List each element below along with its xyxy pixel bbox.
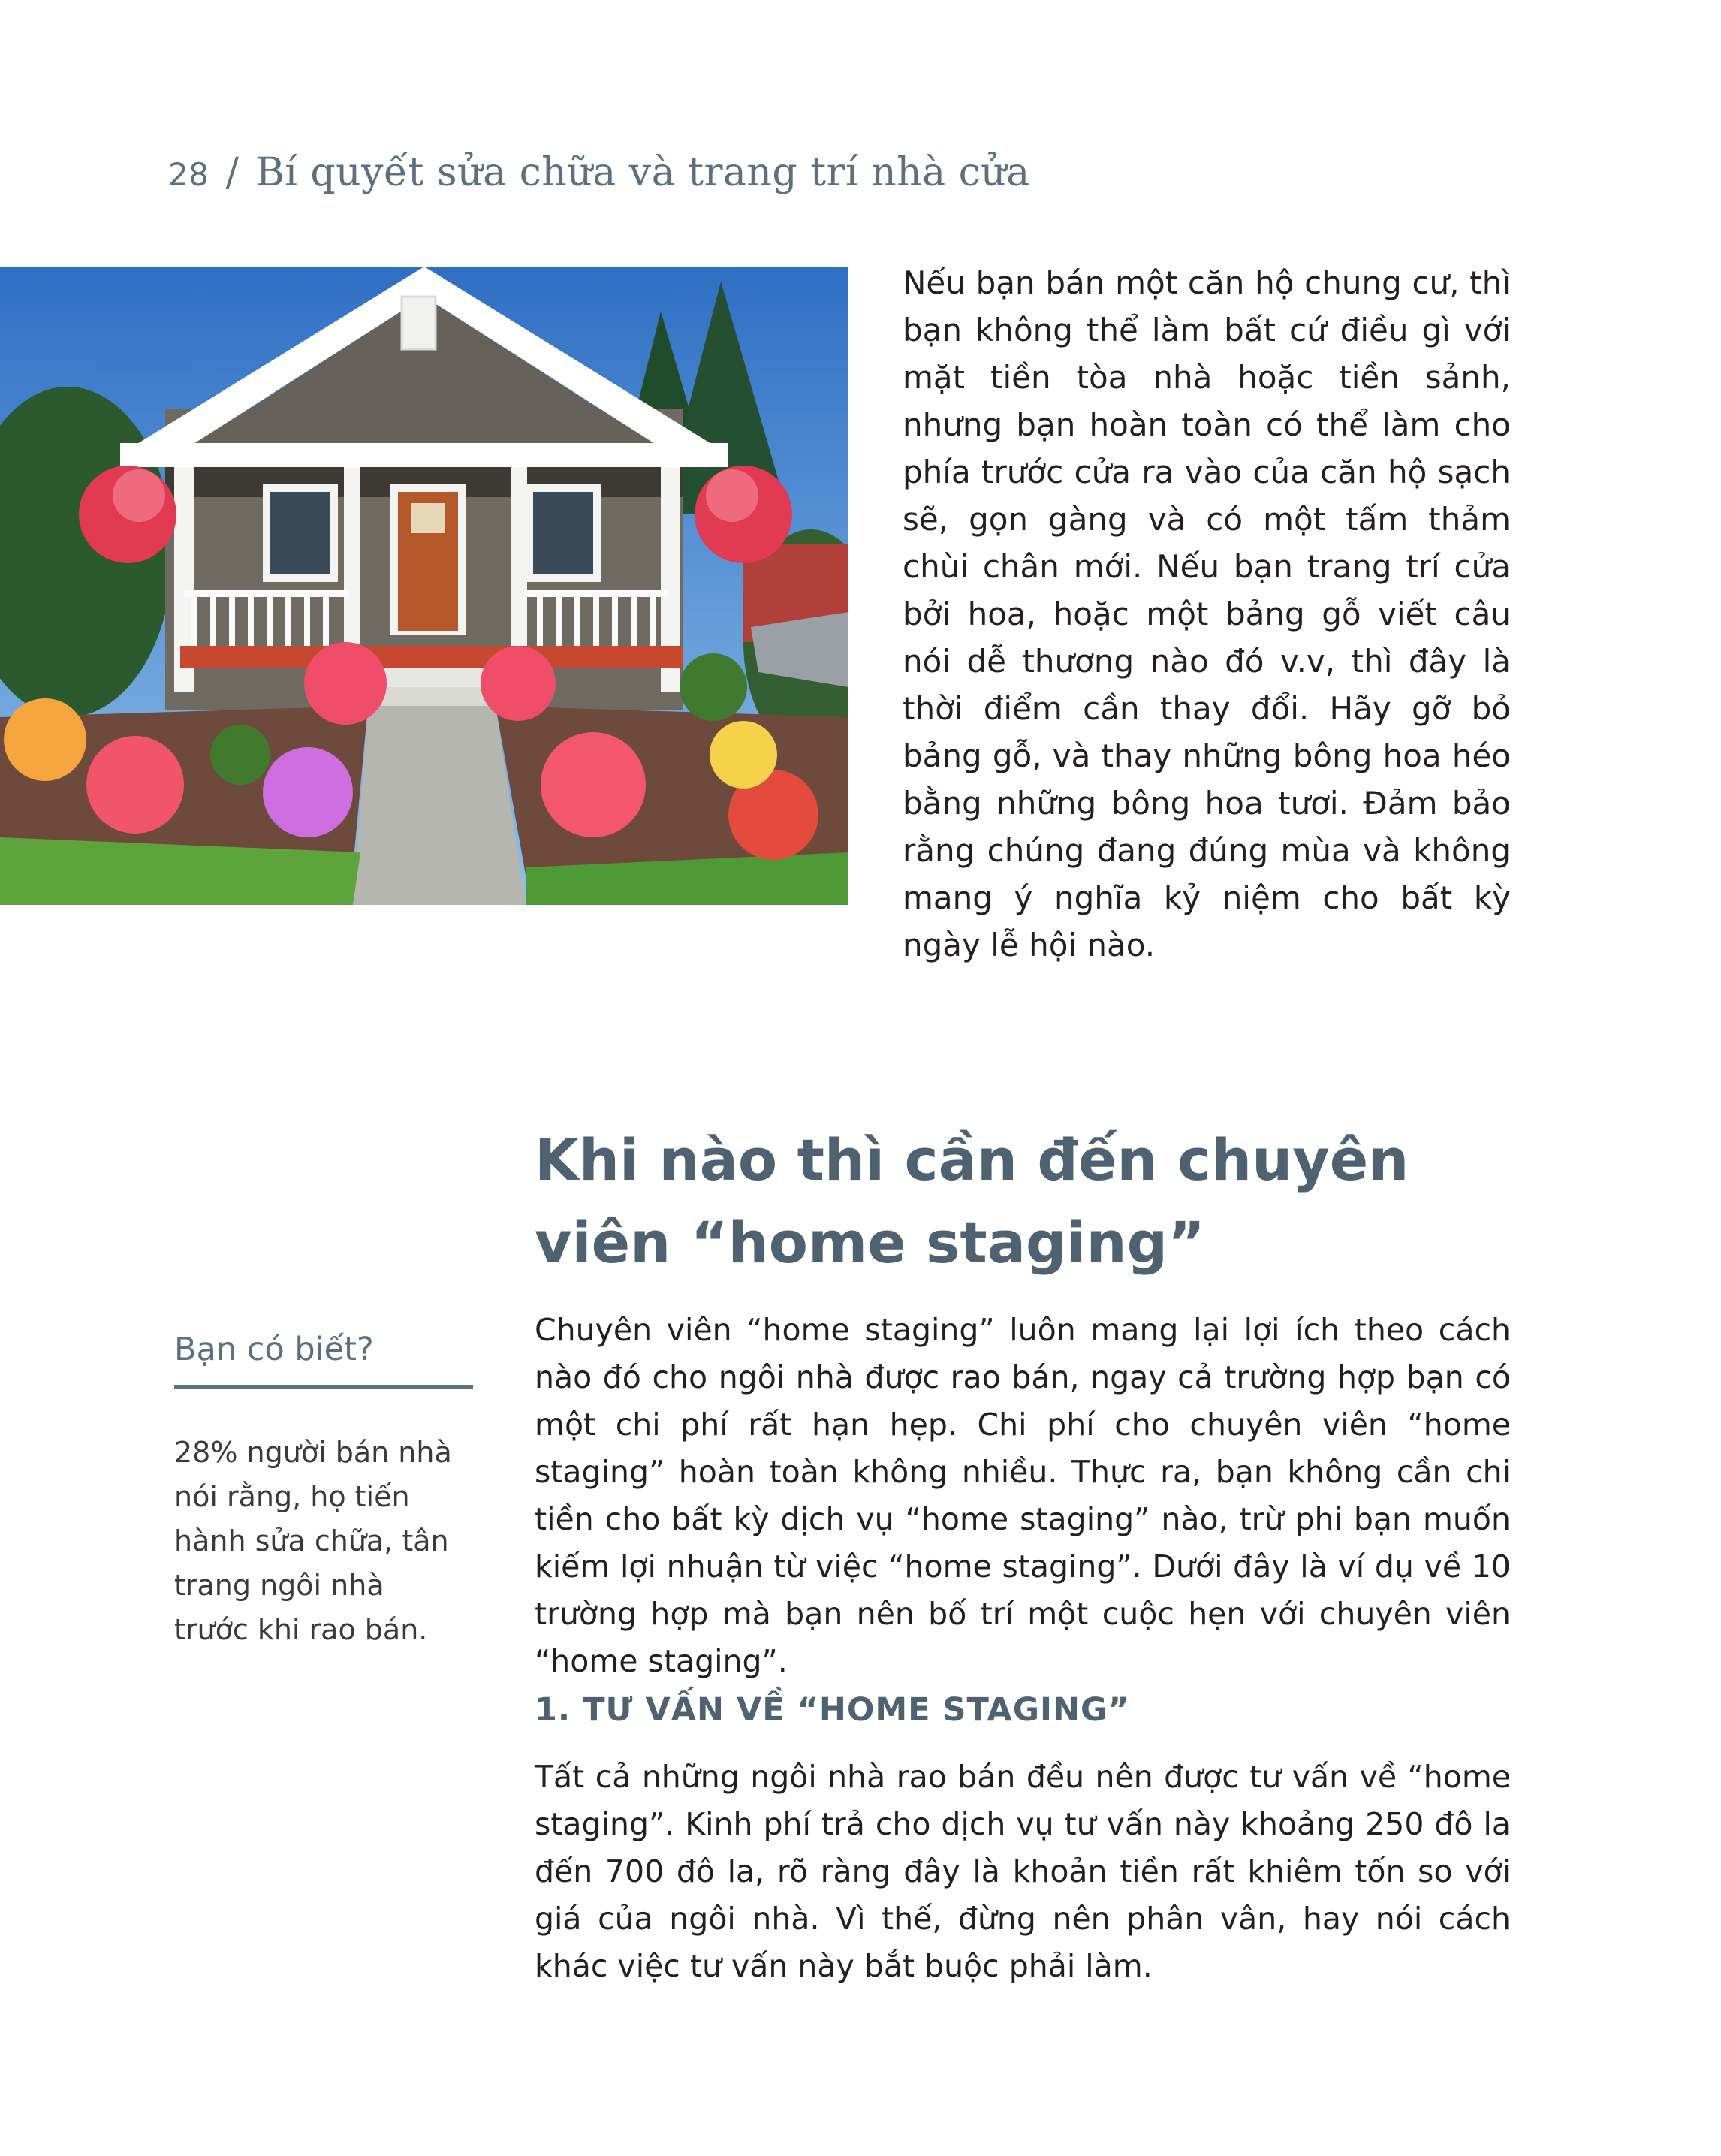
sidebar-text: 28% người bán nhà nói rằng, họ tiến hành sửa chữa, tân trang ngôi nhà trước khi rao bán. [174,1436,452,1646]
header-separator: / [225,150,240,195]
section-paragraph: Chuyên viên “home staging” luôn mang lại lợi ích theo cách nào đó cho ngôi nhà được rao bán, ngay cả trường hợp bạn có một chi phí rất hạn hẹp. Chi phí cho chuyên viên “home staging” hoàn toàn không nhiều. Thực ra, bạn không cần chi tiền cho bất kỳ dịch vụ “home staging” nào, trừ phi bạn muốn kiếm lợi nhuận từ việc “home staging”. Dưới đây là ví dụ về 10 trường hợp mà bạn nên bố trí một cuộc hẹn với chuyên viên “home staging”. [535,1312,1511,1679]
sub-paragraph: Tất cả những ngôi nhà rao bán đều nên được tư vấn về “home staging”. Kinh phí trả cho dịch vụ tư vấn này khoảng 250 đô la đến 700 đô la, rõ ràng đây là khoản tiền rất khiêm tốn so với giá của ngôi nhà. Vì thế, đừng nên phân vân, hay nói cách khác việc tư vấn này bắt buộc phải làm. [535,1759,1511,1984]
subheading: 1. TƯ VẤN VỀ “HOME STAGING” [535,1691,1130,1729]
intro-paragraph: Nếu bạn bán một căn hộ chung cư, thì bạn không thể làm bất cứ điều gì với mặt tiền tòa nhà hoặc tiền sảnh, nhưng bạn hoàn toàn có thể làm cho phía trước cửa ra vào của căn hộ sạch sẽ, gọn gàng và có một tấm thảm chùi chân mới. Nếu bạn trang trí cửa bởi hoa, hoặc một bảng gỗ viết câu nói dễ thương nào đó v.v, thì đây là thời điểm cần thay đổi. Hãy gỡ bỏ bảng gỗ, và thay những bông hoa héo bằng những bông hoa tươi. Đảm bảo rằng chúng đang đúng mùa và không mang ý nghĩa kỷ niệm cho bất kỳ ngày lễ hội nào. [903,264,1511,963]
house-photo [0,267,848,905]
section-title: Khi nào thì cần đến chuyên viên “home staging” [535,1126,1409,1276]
house-illustration [0,267,848,905]
sidebar-title: Bạn có biết? [174,1331,473,1389]
running-header [168,150,1030,195]
page-number: 28 [168,156,209,193]
book-title: Bí quyết sửa chữa và trang trí nhà cửa [255,150,1030,195]
